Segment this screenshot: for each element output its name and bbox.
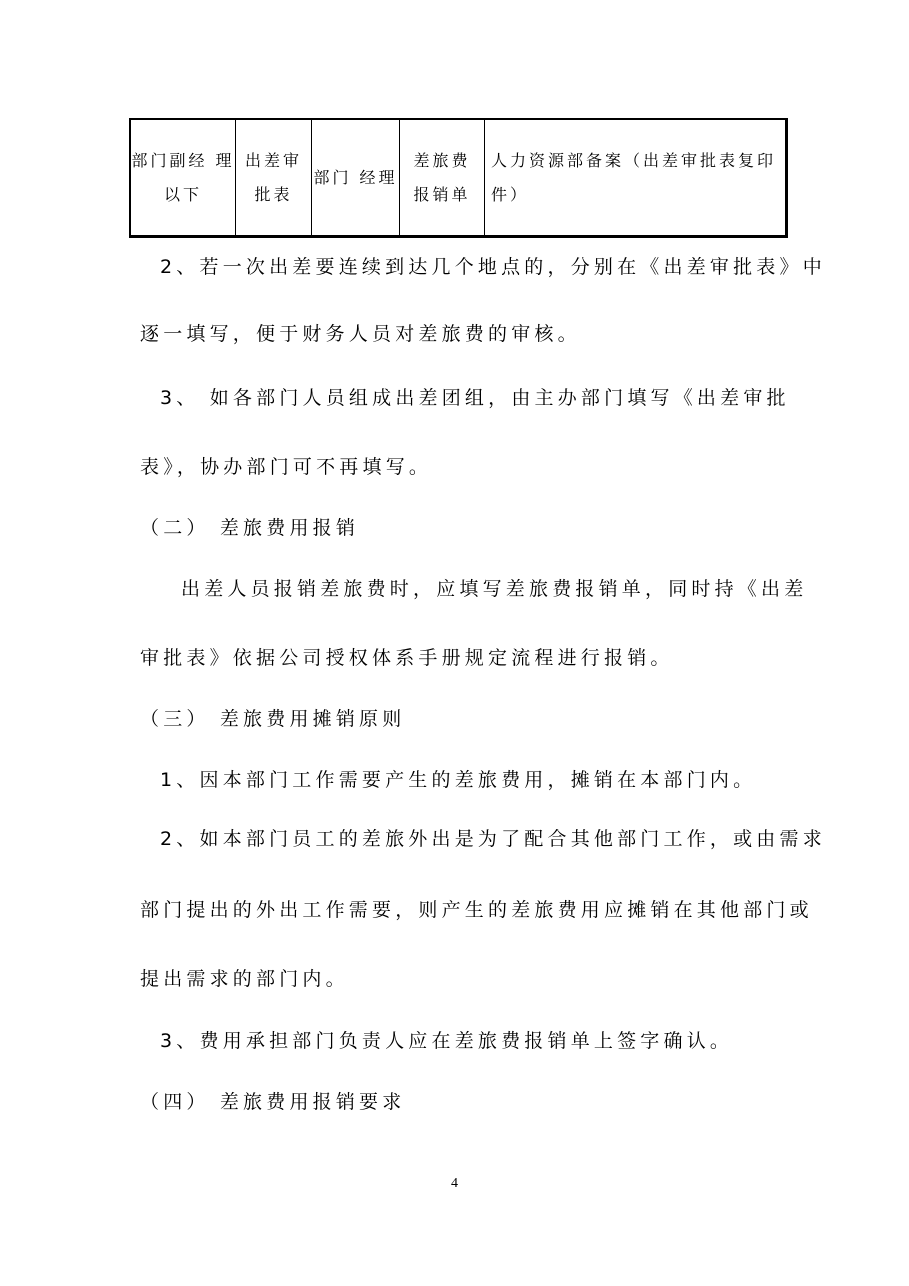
table-cell: [400, 120, 485, 235]
body-text-line: 1、因本部门工作需要产生的差旅费用，摊销在本部门内。: [160, 769, 757, 791]
body-text-line: 提出需求的部门内。: [140, 968, 349, 990]
body-text-line: 3、 如各部门人员组成出差团组，由主办部门填写《出差审批: [160, 387, 790, 409]
cell-text: 部门: [313, 167, 352, 187]
section-heading: （三） 差旅费用摊销原则: [140, 708, 406, 730]
body-text-line: 表》，协办部门可不再填写。: [140, 456, 433, 478]
body-text-line: 部门提出的外出工作需要，则产生的差旅费用应摊销在其他部门或: [140, 899, 813, 921]
table-cell: [312, 120, 400, 235]
body-text-line: 3、费用承担部门负责人应在差旅费报销单上签字确认。: [160, 1030, 734, 1052]
body-text-line: 2、若一次出差要连续到达几个地点的，分别在《出差审批表》中: [160, 256, 826, 278]
body-text-line: 出差人员报销差旅费时，应填写差旅费报销单，同时持《出差: [181, 578, 808, 600]
page-number: 4: [451, 1176, 458, 1191]
body-text-line: 逐一填写，便于财务人员对差旅费的审核。: [140, 323, 581, 345]
section-heading: （四） 差旅费用报销要求: [140, 1091, 406, 1113]
table-cell: [131, 120, 236, 235]
table-cell: [485, 120, 785, 235]
cell-text: 理以下: [163, 150, 235, 204]
cell-text: 部门副经: [131, 150, 208, 170]
body-text-line: 审批表》依据公司授权体系手册规定流程进行报销。: [140, 647, 674, 669]
cell-text: 差旅费: [413, 150, 471, 170]
cell-text: 人力资源部备案（出差审批表复印: [491, 151, 777, 170]
body-text-line: 2、如本部门员工的差旅外出是为了配合其他部门工作，或由需求: [160, 828, 826, 850]
cell-text: 出差审: [244, 150, 302, 170]
cell-text: 件）: [491, 185, 530, 204]
cell-text: 经理: [359, 167, 398, 187]
cell-text: 批表: [254, 184, 293, 204]
cell-text: 报销单: [413, 184, 471, 204]
table-cell: [236, 120, 312, 235]
approval-table: [129, 118, 788, 238]
section-heading: （二） 差旅费用报销: [140, 517, 360, 539]
